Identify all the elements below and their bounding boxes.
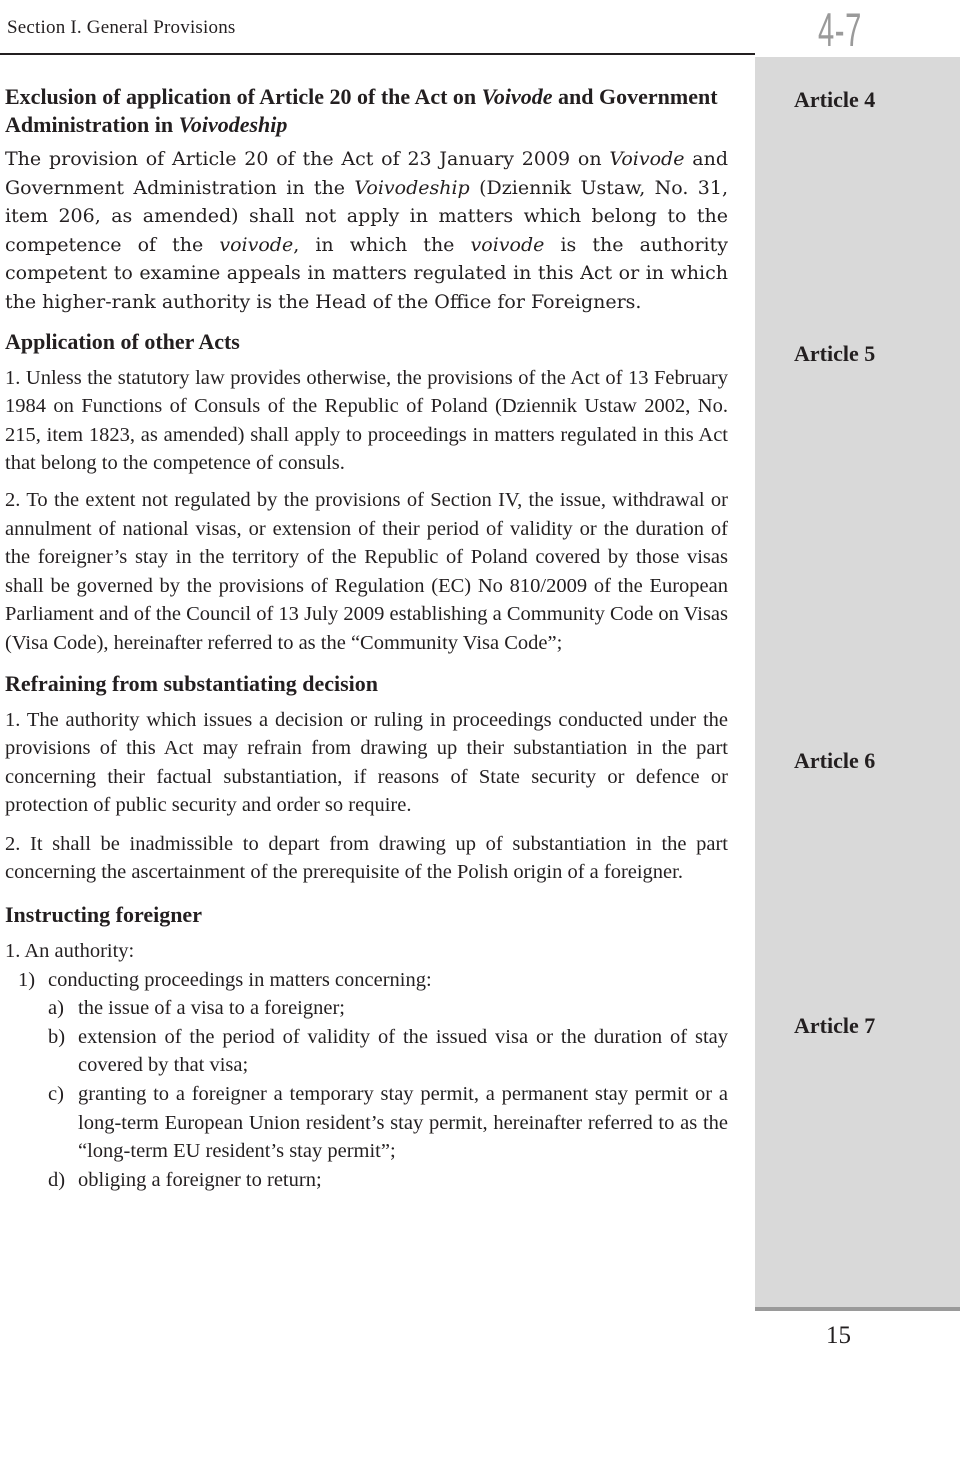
article-7-heading: Instructing foreigner (5, 902, 202, 928)
article-range: 4-7 (818, 3, 862, 56)
list-subitem-text: obliging a foreigner to return; (78, 1168, 322, 1191)
article-6-heading: Refraining from substantiating decision (5, 670, 379, 696)
article-5-heading: Application of other Acts (5, 328, 240, 354)
article-6-label: Article 6 (794, 748, 876, 773)
list-subitem (5, 1023, 728, 1080)
list-subitem (5, 994, 728, 1023)
list-marker: a) (48, 997, 64, 1020)
article-7-label: Article 7 (794, 1013, 876, 1038)
list-marker: c) (48, 1083, 64, 1106)
list-marker: d) (48, 1168, 66, 1191)
article-4-heading: Exclusion of application of Article 20 of the Act on Voivode and Government Administration in Voivodeship (5, 84, 718, 137)
list-subitem-text: granting to a foreigner a temporary stay permit, a permanent stay permit or a long-term European Union resident’s stay permit, hereinafter referred to as the “long-term EU resident’s stay permit”; (78, 1083, 728, 1163)
margin-rule (755, 1307, 960, 1311)
article-7-intro: 1. An authority: (5, 940, 135, 963)
article-5-paragraph-1: 1. Unless the statutory law provides otherwise, the provisions of the Act of 13 February 1984 on Functions of Consuls of the Republic of Poland (Dziennik Ustaw 2002, No. 215, item 1823, as amended) shall apply to proceedings in matters regulated in this Act that belong to the competence of consuls. (5, 366, 728, 475)
article-6-paragraph-2: 2. It shall be inadmissible to depart from drawing up of substantiation in the part concerning the ascertainment of the prerequisite of the Polish origin of a foreigner. (5, 832, 728, 884)
article-7-list (5, 966, 728, 1195)
margin-column (755, 57, 960, 1307)
article-6-paragraph-1: 1. The authority which issues a decision or ruling in proceedings conducted under the provisions of this Act may refrain from drawing up their substantiation in the part concerning their factual substantiation, if reasons of State security or defence or protection of public security and order so require. (5, 708, 728, 817)
list-subitem (5, 1080, 728, 1166)
running-header (0, 0, 960, 55)
main-text (5, 80, 728, 1194)
list-marker: b) (48, 1025, 66, 1048)
header-rule (0, 53, 755, 55)
list-subitem-text: extension of the period of validity of the issued visa or the duration of stay covered by that visa; (78, 1025, 728, 1077)
list-item-text: conducting proceedings in matters concerning: (48, 968, 432, 991)
article-5-paragraph-2: 2. To the extent not regulated by the provisions of Section IV, the issue, withdrawal or annulment of national visas, or extension of their period of validity or the duration of the foreigner’s stay in the territory of the Republic of Poland covered by those visas shall be governed by the provisions of Regulation (EC) No 810/2009 of the European Parliament and of the Council of 13 July 2009 establishing a Community Code on Visas (Visa Code), hereinafter referred to as the “Community Visa Code”; (5, 488, 728, 654)
list-subitem (5, 1166, 728, 1195)
article-4-label: Article 4 (794, 87, 876, 112)
article-4-body: The provision of Article 20 of the Act of 23 January 2009 on Voivode and Government Administration in the Voivodeship (Dziennik Ustaw, No. 31, item 206, as amended) shall not apply in matters which belong to the competence of the voivode, in which the voivode is the authority competent to examine appeals in matters regulated in this Act or in which the higher-rank authority is the Head of the Office for Foreigners. (5, 148, 728, 313)
article-5-label: Article 5 (794, 341, 876, 366)
list-marker: 1) (18, 968, 36, 991)
page-number: 15 (826, 1322, 851, 1349)
section-title: Section I. General Provisions (7, 17, 236, 38)
list-subitem-text: the issue of a visa to a foreigner; (78, 997, 345, 1020)
list-item (5, 966, 728, 995)
